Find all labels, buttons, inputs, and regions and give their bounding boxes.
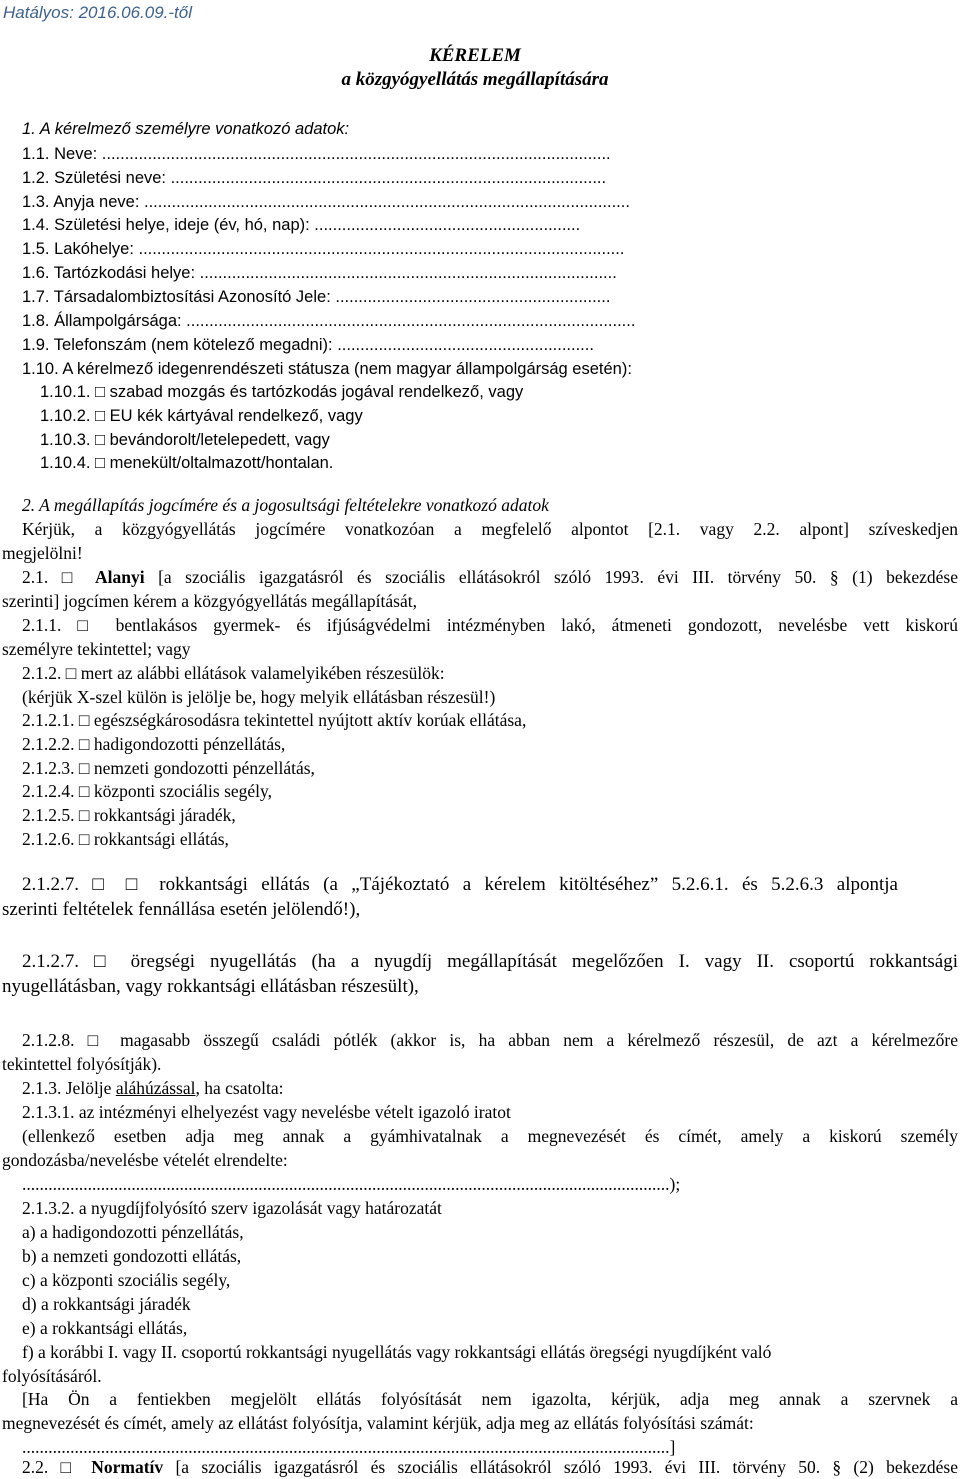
list-item-a: a) a hadigondozotti pénzellátás, — [22, 1222, 244, 1242]
option-2-1-2-4[interactable]: 2.1.2.4. □ központi szociális segély, — [22, 781, 273, 801]
option-2-2-normative[interactable]: 2.2. □ Normatív [a szociális igazgatásról és szociális ellátásokról szóló 1993. évi III. törvény 50. § (2) bekezdése — [22, 1457, 958, 1477]
item-2-1-3-1-note: (ellenkező esetben adja meg annak a gyámhivatalnak a megnevezését és címét, amely a kiskorú személy — [22, 1126, 958, 1146]
option-2-1-2-3[interactable]: 2.1.2.3. □ nemzeti gondozotti pénzellátás, — [22, 758, 315, 778]
option-2-1-2-5[interactable]: 2.1.2.5. □ rokkantsági járadék, — [22, 805, 236, 825]
section-2-intro: Kérjük, a közgyógyellátás jogcímére vonatkozóan a megfelelő alpontot [2.1. vagy 2.2. alpont] szíveskedjen — [22, 519, 958, 539]
field-taj-number[interactable]: 1.7. Társadalombiztosítási Azonosító Jele: ............................................................ — [22, 288, 611, 306]
payer-instruction: [Ha Ön a fentiekben megjelölt ellátás folyósítását nem igazolta, kérjük, adja meg annak a szervnek a — [22, 1389, 958, 1409]
label-alanyi: Alanyi — [94, 567, 145, 587]
option-2-1-2-8[interactable]: 2.1.2.8. □ magasabb összegű családi pótlék (akkor is, ha abban nem a kérelmező részesül, de azt a kérelmezőre — [22, 1030, 958, 1050]
item-2-1-3-1[interactable]: 2.1.3.1. az intézményi elhelyezést vagy nevelésbe vételt igazoló iratot — [22, 1102, 511, 1122]
field-payer-details[interactable]: ....................................................................................................................................................] — [22, 1437, 676, 1457]
option-2-1-2-7a[interactable]: 2.1.2.7. □ □ rokkantsági ellátás (a „Tájékoztató a kérelem kitöltéséhez” 5.2.6.1. és 5.2.6.3 alpontja — [22, 874, 898, 895]
field-guardianship-office[interactable]: ....................................................................................................................................................); — [22, 1174, 681, 1194]
payer-instruction-cont: megnevezését és címét, amely az ellátást folyósítja, valamint kérjük, adja meg az ellátás folyósítási számát: — [2, 1413, 754, 1433]
list-item-c: c) a központi szociális segély, — [22, 1270, 231, 1290]
underline-word: aláhúzással — [115, 1078, 196, 1098]
field-birth-name[interactable]: 1.2. Születési neve: ............................................................................................... — [22, 169, 607, 187]
label-normativ: Normatív — [91, 1457, 164, 1477]
option-2-1-2-6[interactable]: 2.1.2.6. □ rokkantsági ellátás, — [22, 829, 229, 849]
section-2-heading: 2. A megállapítás jogcímére és a jogosultsági feltételekre vonatkozó adatok — [22, 495, 549, 515]
option-free-movement[interactable]: 1.10.1. □ szabad mozgás és tartózkodás jogával rendelkező, vagy — [40, 383, 524, 401]
option-2-1-2-2[interactable]: 2.1.2.2. □ hadigondozotti pénzellátás, — [22, 734, 286, 754]
option-2-1-2-7b-cont: nyugellátásban, vagy rokkantsági ellátásban részesült), — [2, 976, 419, 997]
option-2-1-2-1[interactable]: 2.1.2.1. □ egészségkárosodásra tekintettel nyújtott aktív korúak ellátása, — [22, 710, 527, 730]
field-birth-place-date[interactable]: 1.4. Születési helye, ideje (év, hó, nap): .......................................................... — [22, 216, 581, 234]
field-name[interactable]: 1.1. Neve: ............................................................................................................... — [22, 145, 611, 163]
list-item-d: d) a rokkantsági járadék — [22, 1294, 191, 1314]
section-2-1-3: 2.1.3. Jelölje aláhúzással, ha csatolta: — [22, 1078, 284, 1098]
effective-date-header: Hatályos: 2016.06.09.-től — [3, 3, 193, 22]
field-immigration-status: 1.10. A kérelmező idegenrendészeti státusza (nem magyar állampolgárság esetén): — [22, 360, 632, 378]
list-item-f-cont: folyósításáról. — [2, 1366, 102, 1386]
field-residence[interactable]: 1.5. Lakóhelye: .......................................................................................................... — [22, 240, 625, 258]
option-2-1-2-7a-cont: szerinti feltételek fennállása esetén jelölendő!), — [2, 899, 361, 920]
list-item-f: f) a korábbi I. vagy II. csoportú rokkantsági nyugellátás vagy rokkantsági ellátás öregségi nyugdíjként való — [22, 1342, 772, 1362]
option-refugee[interactable]: 1.10.4. □ menekült/oltalmazott/hontalan. — [40, 454, 334, 472]
option-2-1-2[interactable]: 2.1.2. □ mert az alábbi ellátások valamelyikében részesülök: — [22, 663, 445, 683]
option-2-1-2-7b[interactable]: 2.1.2.7. □ öregségi nyugellátás (ha a nyugdíj megállapítását megelőzően I. vagy II. csoportú rokkantsági — [22, 951, 958, 972]
item-2-1-3-1-note-cont: gondozásba/nevelésbe vételét elrendelte: — [2, 1150, 288, 1170]
list-item-b: b) a nemzeti gondozotti ellátás, — [22, 1246, 242, 1266]
option-2-1-cont: szerinti] jogcímen kérem a közgyógyellátás megállapítását, — [2, 591, 417, 611]
option-2-1-1[interactable]: 2.1.1. □ bentlakásos gyermek- és ifjúságvédelmi intézményben lakó, átmeneti gondozott, nevelésbe vett kiskorú — [22, 615, 958, 635]
form-title: KÉRELEM — [429, 45, 521, 66]
section-1-heading: 1. A kérelmező személyre vonatkozó adatok: — [22, 120, 350, 138]
section-2-intro-cont: megjelölni! — [2, 543, 83, 563]
field-phone[interactable]: 1.9. Telefonszám (nem kötelező megadni): ........................................................ — [22, 336, 594, 354]
form-subtitle: a közgyógyellátás megállapítására — [341, 69, 609, 90]
option-eu-blue-card[interactable]: 1.10.2. □ EU kék kártyával rendelkező, vagy — [40, 407, 363, 425]
option-2-1-2-8-cont: tekintettel folyósítják). — [2, 1054, 162, 1074]
field-citizenship[interactable]: 1.8. Állampolgársága: .................................................................................................. — [22, 312, 636, 330]
option-2-1-2-note: (kérjük X-szel külön is jelölje be, hogy melyik ellátásban részesül!) — [22, 687, 496, 707]
item-2-1-3-2[interactable]: 2.1.3.2. a nyugdíjfolyósító szerv igazolását vagy határozatát — [22, 1198, 442, 1218]
field-mother-name[interactable]: 1.3. Anyja neve: .......................................................................................................... — [22, 193, 630, 211]
option-2-1-subjective[interactable]: 2.1. □ Alanyi [a szociális igazgatásról és szociális ellátásokról szóló 1993. évi III. törvény 50. § (1) bekezdése — [22, 567, 958, 587]
option-2-1-1-cont: személyre tekintettel; vagy — [2, 639, 191, 659]
list-item-e: e) a rokkantsági ellátás, — [22, 1318, 188, 1338]
field-stay-address[interactable]: 1.6. Tartózkodási helye: ........................................................................................... — [22, 264, 617, 282]
option-settled[interactable]: 1.10.3. □ bevándorolt/letelepedett, vagy — [40, 431, 330, 449]
